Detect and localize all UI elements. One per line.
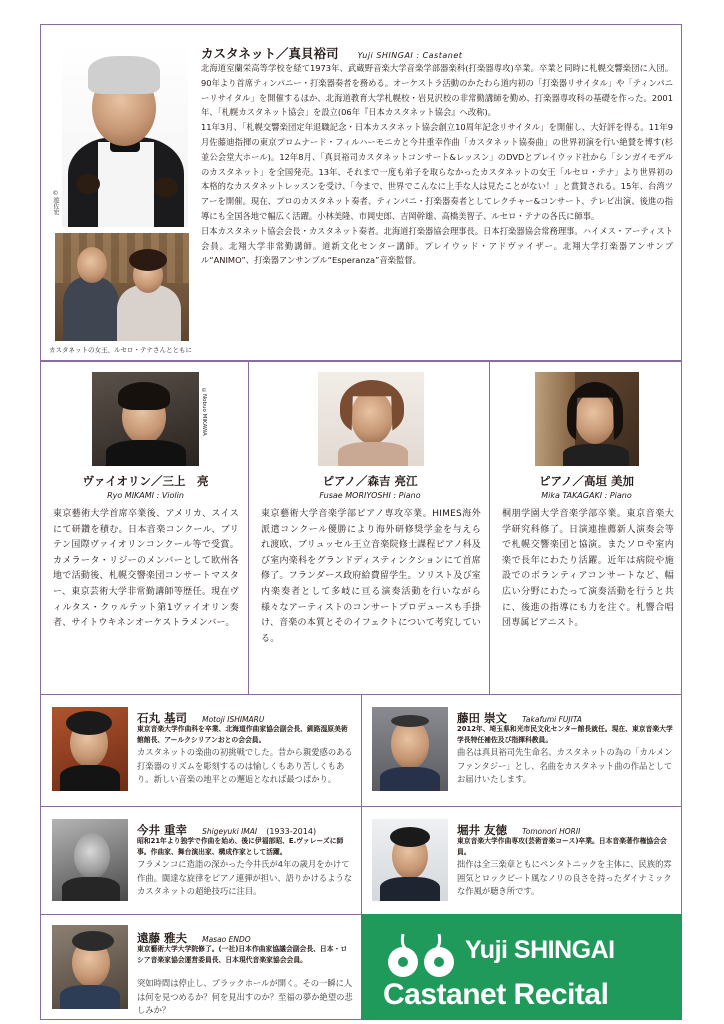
castanet-bio-paragraph: 日本カスタネット協会会長・カスタネット奏者。北海道打楽器協会理事長。日本打楽器協会常務理事。ハイメス・アーティスト会員。北翔大学非常勤講師。道新文化センター講師。プレイウッド・アドヴァイザー。北翔大学打楽器アンサンブル“ANIMO”、打楽器アンサンブル“Esperanza”音楽監督。 <box>201 225 673 266</box>
endo-name: 遠藤 雅夫 <box>137 931 188 945</box>
endo-profile: 東京藝術大学大学院修了。(一社)日本作曲家協議会副会長、日本・ロシア音楽家協会運営委員長、日本現代音楽家協会会員。 <box>137 945 348 964</box>
ishimaru-name-en: Motoji ISHIMARU <box>202 715 265 724</box>
castanet-bio-paragraph: 11年3月、「札幌交響楽団定年退職記念・日本カスタネット協会創立10周年記念リサイタル」を開催し、大好評を得る。11年9月佐藤迪指揮の東京プロムナード・フィルハーモニカと今井重幸作曲「カスタネット協奏曲」の世界初演を行い絶賛を博す(杉並公会堂大ホール)。12年8月、「真貝裕司カスタネットコンサート&レッスン」のDVDとプレイウッド社から「シンガイモデルのカスタネット」を全国発売。13年、それまで一度も弟子を取らなかったカスタネットの女王「ルセロ・テナ」より世界初の本格的なカスタネットレッスンを受け、「今まで、世界でこんなに上手な人は見たことがない！」と賞賛される。15年、台湾ツアーを開催。現在、プロのカスタネット奏者、ティンパニ・打楽器奏者としてレクチャー&コンサート、テレビ出演、後進の指導にも全国各地で幅広く活躍。小林美隆、市岡史郎、吉岡幹雄、高橋美智子、ルセロ・テナの各氏に師事。 <box>201 122 673 221</box>
ishimaru-profile: 東京音楽大学作曲科を卒業、北海道作曲家協会副会長、釧路湿原美術館館長、アールクシリアンおとの会会員。 <box>137 725 348 744</box>
imai-name-en: Shigeyuki IMAI <box>202 827 258 836</box>
moriyoshi-photo <box>318 372 424 466</box>
fujita-profile: 2012年、埼玉県和光市民文化センター館長就任。現在、東京音楽大学学長特任補佐及び指揮科教員。 <box>457 725 673 744</box>
performer-violin-panel <box>40 361 249 695</box>
castanet-bio-paragraph: 北海道室蘭栄高等学校を経て1973年、武蔵野音楽大学音楽学部器楽科(打楽器専攻)卒業。卒業と同時に札幌交響楽団に入団。90年より首席ティンパニー・打楽器奏者を務める。オーケストラ活動のかたわら道内初の「打楽器リサイタル」や「ティンパニーリサイタル」を開催するほか、北海道教育大学札幌校・岩見沢校の非常勤講師を勤め、打楽器専攻科の基礎を作った。2001年、「札幌カスタネット協会」を設立(06年『日本カスタネット協会』へ改称)。 <box>201 63 673 118</box>
takagaki-photo <box>535 372 639 466</box>
mikami-photo <box>92 372 199 466</box>
ishimaru-description: カスタネットの楽曲の初挑戦でした。昔から親愛感のある打楽器のリズムを彫刻するのは愉しくもあり苦しくもあり。新しい音楽の地平との邂逅となれば最つぱかり。 <box>137 747 353 785</box>
fujita-name-en: Takafumi FUJITA <box>522 715 582 724</box>
horii-description: 拙作は全三楽章ともにペンタトニックを主体に、民族的雰囲気とロックビート風なノリの良さを持ったダイナミックな作風が聴き所です。 <box>457 859 672 897</box>
horii-profile: 東京音楽大学作曲専攻(芸術音楽コース)卒業。日本音楽著作権協会会員。 <box>457 837 667 856</box>
imai-description: フラメンコに造詣の深かった今井氏が4年の歳月をかけて作曲。闊達な旋律をピアノ連弾が担い、語りかけるようなカスタネットの超絶技巧に注目。 <box>137 859 353 897</box>
castanet-profile-panel <box>40 24 682 361</box>
takagaki-name: ピアノ／高垣 美加 <box>538 474 635 488</box>
horii-photo <box>372 819 448 901</box>
castanet-portrait-photo <box>62 42 188 227</box>
performer-piano1-panel <box>248 361 490 695</box>
mikami-name-en: Ryo MIKAMI : Violin <box>107 491 184 500</box>
endo-name-en: Masao ENDO <box>202 935 251 944</box>
castanet-photo-credit: ©遊佐宏 <box>52 190 59 215</box>
mikami-bio: 東京藝術大学首席卒業後、アメリカ、スイスにて研鑽を積む。日本音楽コンクール、ブリテン国際ヴァイオリンコンクール等で受賞。カメラータ・リジーのメンバーとして欧州各地で活動後、札幌交響楽団コンサートマスター、東京芸術大学非常勤講師等歴任。現在ヴィルタス・クヮルテット第1ヴァイオリン奏者、サイトウキネンオーケストラメンバー。 <box>53 509 239 629</box>
flyer-back-page <box>40 24 682 1020</box>
castanet-biography <box>201 61 673 268</box>
imai-photo <box>52 819 128 901</box>
moriyoshi-bio: 東京藝術大学音楽学部ピアノ専攻卒業。HIMES海外派遣コンクール優勝により海外研修奨学金を与えられ渡欧、ブリュッセル王立音楽院修士課程ピアノ科及び室内楽科をグランドディスティンクションにて首席修了。フランダース政府給費留学生。ソリスト及び室内楽奏者として多岐に亘る演奏活動を行いながら様々なアーティストのコンサートプロデュースも手掛け、音楽の本質とそのイフェクトについて考究している。 <box>261 509 481 644</box>
ishimaru-name: 石丸 基司 <box>137 711 188 725</box>
logo-performer-name: Yuji SHINGAI <box>465 936 615 964</box>
logo-recital-title: Castanet Recital <box>383 978 609 1011</box>
takagaki-bio: 桐朋学園大学音楽学部卒業。東京音楽大学研究科修了。日演連推薦新人演奏会等で札幌交響楽団と協演。またソロや室内楽で長年にわたり活躍。近年は病院や施設でのボランティアコンサートなど、幅広い分野にわたって演奏活動を行うと共に、後進の指導にも力を注ぐ。札響合唱団専属ピアニスト。 <box>502 509 674 629</box>
castanet-with-lucero-photo <box>55 233 189 341</box>
endo-photo <box>52 925 128 1009</box>
takagaki-name-en: Mika TAKAGAKI : Piano <box>541 491 632 500</box>
imai-profile: 昭和21年より独学で作曲を始め、後に伊福部昭、E.ヴァレーズに師事。作曲家、舞台演出家、構成作家として活躍。 <box>137 837 344 856</box>
composer-horii-panel <box>361 806 682 915</box>
takagaki-heading <box>490 473 683 500</box>
fujita-photo <box>372 707 448 791</box>
mikami-heading <box>41 473 250 500</box>
moriyoshi-heading <box>249 473 491 500</box>
imai-name: 今井 重幸 <box>137 823 188 837</box>
fujita-description: 曲名は真貝裕司先生命名、カスタネットの為の「カルメンファンタジー」とし、名曲をカスタネット曲の作品としてお届けいたします。 <box>457 747 673 785</box>
moriyoshi-name: ピアノ／森吉 亮江 <box>322 474 418 488</box>
castanet-icon <box>383 930 461 982</box>
composer-ishimaru-panel <box>40 694 362 807</box>
composer-imai-panel <box>40 806 362 915</box>
imai-years: (1933-2014) <box>266 827 317 836</box>
moriyoshi-name-en: Fusae MORIYOSHI : Piano <box>319 491 421 500</box>
horii-name-en: Tomonori HORII <box>522 827 581 836</box>
ishimaru-photo <box>52 707 128 791</box>
castanet-title-en: Yuji SHINGAI : Castanet <box>357 51 463 60</box>
mikami-photo-credit: ©Nobuo MIKAWA <box>201 388 207 436</box>
horii-name: 堀井 友徳 <box>457 823 508 837</box>
fujita-name: 藤田 崇文 <box>457 711 508 725</box>
castanet-photo2-caption: カスタネットの女王、ルセロ・テナさんとともに <box>49 346 192 354</box>
performer-piano2-panel <box>489 361 682 695</box>
composer-endo-panel <box>40 914 362 1020</box>
castanet-header <box>201 43 462 62</box>
castanet-title: カスタネット／真貝裕司 <box>201 46 339 61</box>
recital-logo-panel <box>361 914 682 1020</box>
endo-description: 突如時間は停止し、ブラックホールが開く。その一瞬に人は何を見つめるか？何を見出すのか？至福の夢か絶望の悲しみか？ <box>137 978 353 1016</box>
mikami-name: ヴァイオリン／三上 亮 <box>82 474 209 488</box>
composer-fujita-panel <box>361 694 682 807</box>
